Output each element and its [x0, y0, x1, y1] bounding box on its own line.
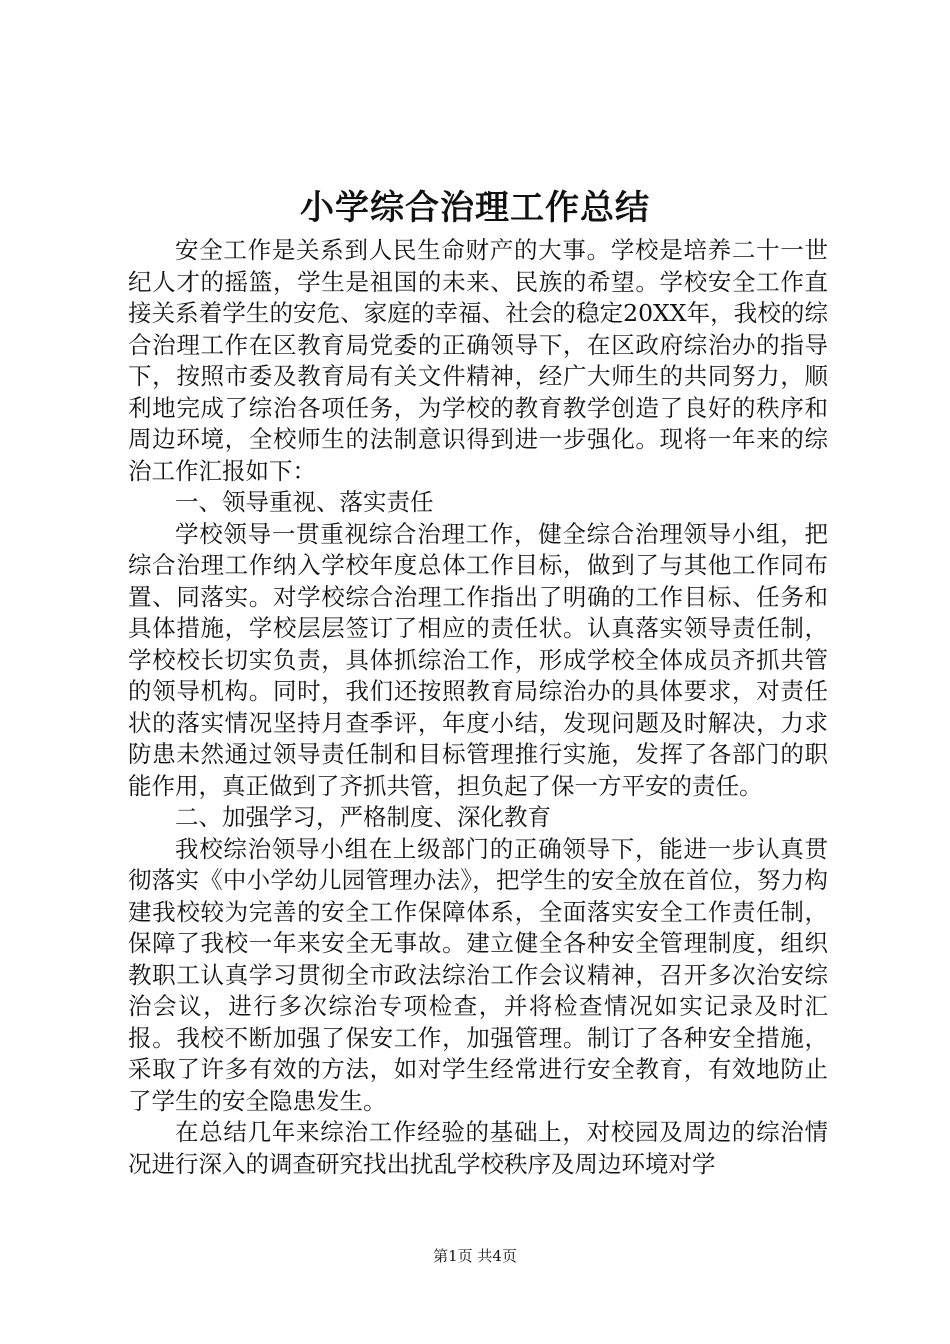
page-number-footer: 第1页 共4页 [433, 1247, 517, 1265]
document-title: 小学综合治理工作总结 [300, 188, 650, 228]
section-1-paragraph: 学校领导一贯重视综合治理工作，健全综合治理领导小组，把综合治理工作纳入学校年度总体工作目标，做到了与其他工作同布置、同落实。对学校综合治理工作指出了明确的工作目标、任务和具体措施，学校层层签订了相应的责任状。认真落实领导责任制，学校校长切实负责，具体抓综治工作，形成学校全体成员齐抓共管的领导机构。同时，我们还按照教育局综治办的具体要求，对责任状的落实情况坚持月查季评，年度小结，发现问题及时解决，力求防患未然通过领导责任制和目标管理推行实施，发挥了各部门的职能作用，真正做到了齐抓共管，担负起了保一方平安的责任。 [128, 519, 828, 800]
intro-paragraph: 安全工作是关系到人民生命财产的大事。学校是培养二十一世纪人才的摇篮，学生是祖国的未来、民族的希望。学校安全工作直接关系着学生的安危、家庭的幸福、社会的稳定20XX年，我校的综合治理工作在区教育局党委的正确领导下，在区政府综治办的指导下，按照市委及教育局有关文件精神，经广大师生的共同努力，顺利地完成了综治各项任务，为学校的教育教学创造了良好的秩序和周边环境，全校师生的法制意识得到进一步强化。现将一年来的综治工作汇报如下： [128, 236, 828, 485]
section-heading-2: 二、加强学习，严格制度、深化教育 [175, 803, 551, 831]
section-2-paragraph-continued: 在总结几年来综治工作经验的基础上，对校园及周边的综治情况进行深入的调查研究找出扰乱学校秩序及周边环境对学 [128, 1118, 828, 1178]
section-heading-1: 一、领导重视、落实责任 [175, 488, 434, 516]
document-body [128, 235, 828, 1180]
section-2-paragraph: 我校综治领导小组在上级部门的正确领导下，能进一步认真贯彻落实《中小学幼儿园管理办法》，把学生的安全放在首位，努力构建我校较为完善的安全工作保障体系，全面落实安全工作责任制，保障了我校一年来安全无事故。建立健全各种安全管理制度，组织教职工认真学习贯彻全市政法综治工作会议精神，召开多次治安综治会议，进行多次综治专项检查，并将检查情况如实记录及时汇报。我校不断加强了保安工作，加强管理。制订了各种安全措施，采取了许多有效的方法，如对学生经常进行安全教育，有效地防止了学生的安全隐患发生。 [128, 834, 828, 1115]
